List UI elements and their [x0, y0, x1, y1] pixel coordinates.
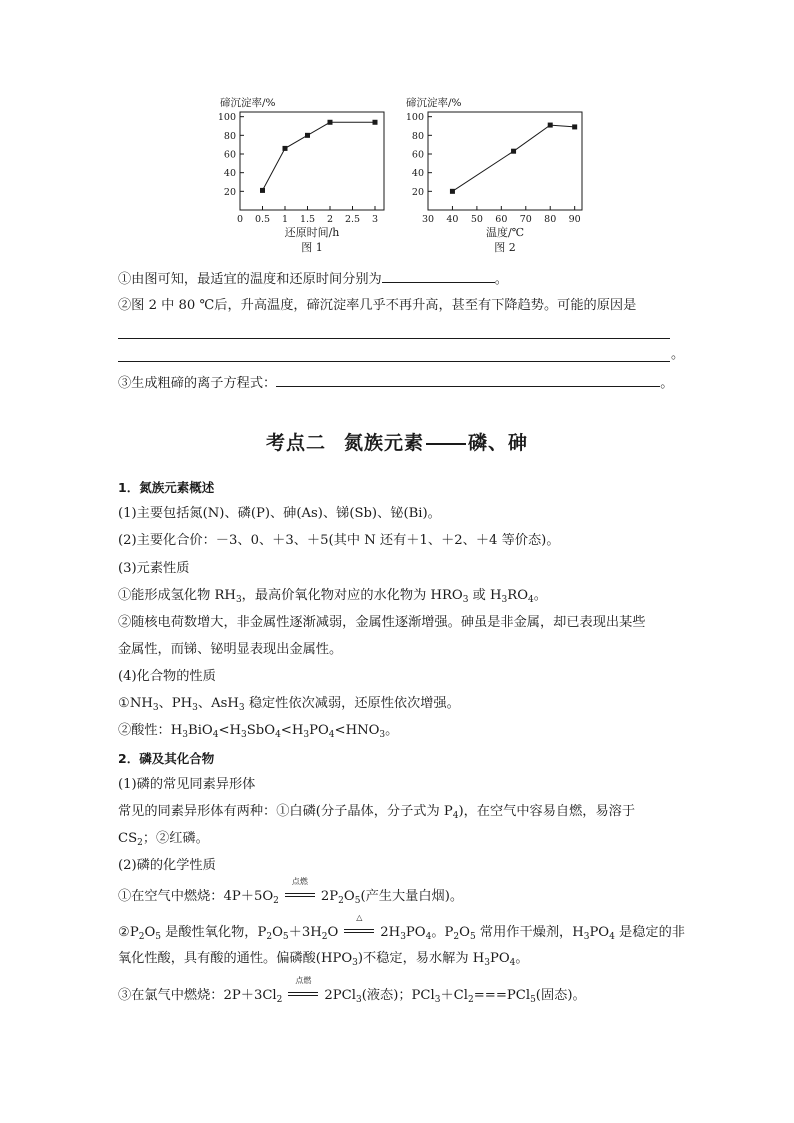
question-1-text: ①由图可知，最适宜的温度和还原时间分别为 [118, 272, 382, 287]
content-line-10b: $CS_2$；②红磷。 [118, 831, 209, 848]
content-line-8: ②酸性：$H_3BiO_4<H_3SbO_4<H_3PO_4<HNO_3$。 [118, 723, 399, 740]
chart-fig1-ytick-label: 40 [223, 168, 236, 180]
content-line-4: ②随核电荷数增大，非金属性逐渐减弱，金属性逐渐增强。砷虽是非金属，却已表现出某些 [118, 615, 646, 630]
content-line-11: (2)磷的化学性质 [118, 858, 216, 873]
chart-fig1 [212, 92, 392, 262]
content-line-4a: ①能形成氢化物 $RH_3$，最高价氧化物对应的水化物为 $HRO_3$ 或 $H_3RO_4$。 [118, 588, 547, 605]
chart-fig1-xtick-label: 0.5 [254, 214, 271, 225]
chart-fig1-xtick-label: 0 [236, 214, 244, 225]
question-2-text: ②图 2 中 80 ℃后，升高温度，碲沉淀率几乎不再升高，甚至有下降趋势。可能的原因是 [118, 298, 637, 313]
chart-fig2 [400, 92, 590, 262]
chart-fig2-frame [428, 112, 582, 210]
answer-blank-3[interactable] [276, 373, 660, 387]
chart-fig2-xtick-label: 40 [446, 214, 459, 225]
reaction-condition-ignite-2: 点燃 [288, 985, 318, 999]
chart-fig2-xtick-label: 60 [495, 214, 508, 225]
chart-fig2-point [548, 123, 553, 128]
chart-fig2-xtick-label: 50 [470, 214, 483, 225]
content-line-13b: 氧化性酸，具有酸的通性。偏磷酸$(HPO_3)$不稳定，易水解为 $H_3PO_4$。 [118, 951, 529, 968]
chart-fig2-point [572, 124, 577, 129]
heading-part-a: 考点二 [265, 432, 326, 454]
content-line-1: (1)主要包括氮(N)、磷(P)、砷(As)、锑(Sb)、铋(Bi)。 [118, 506, 441, 521]
answer-blank-1[interactable] [382, 269, 495, 283]
heading-part-c: 磷、砷 [468, 432, 529, 454]
content-line-13a: $②P_2O_5$ 是酸性氧化物，$P_2O_5+3H_2O$ △ $2H_3PO_4$。$P_2O_5$ 常用作干燥剂，$H_3PO_4$ 是稳定的非 [118, 913, 685, 942]
question-3-text: ③生成粗碲的离子方程式： [118, 376, 277, 391]
content-line-3: (3)元素性质 [118, 561, 190, 576]
content-line-7: $①NH_3$、$PH_3$、AsH$_3$ 稳定性依次减弱，还原性依次增强。 [118, 696, 460, 713]
chart-fig2-xtick-label: 90 [568, 214, 581, 225]
content-line-6: (4)化合物的性质 [118, 669, 216, 684]
answer-line-2a[interactable] [118, 338, 670, 339]
chart-fig2-ytick-label: 40 [411, 168, 424, 180]
content-line-9: (1)磷的常见同素异形体 [118, 777, 256, 792]
question-3-end: 。 [660, 376, 674, 391]
subsection-1-title: 1．氮族元素概述 [118, 480, 215, 495]
content-line-5: 金属性，而锑、铋明显表现出金属性。 [118, 642, 343, 657]
question-1-end: 。 [494, 272, 508, 287]
section-heading [0, 428, 794, 455]
chart-fig2-ytick-label: 80 [411, 130, 424, 142]
chart-fig1-point [373, 120, 378, 125]
question-2-end: 。 [671, 347, 685, 362]
chart-fig1-xtick-label: 1 [281, 214, 289, 225]
chart-fig2-ylabel: 碲沉淀率/% [406, 97, 462, 109]
subsection-2-title: 2．磷及其化合物 [118, 751, 215, 766]
question-1 [118, 269, 508, 289]
chart-fig1-ytick-label: 20 [223, 186, 236, 198]
heading-dash [426, 443, 466, 445]
chart-fig2-title: 图 2 [494, 241, 516, 254]
reaction-condition-ignite-1: 点燃 [285, 886, 315, 900]
chart-fig2-ytick-label: 60 [411, 149, 424, 161]
chart-fig1-point [305, 133, 310, 138]
chart-fig2-plot [406, 112, 582, 254]
heading-part-b: 氮族元素 [343, 432, 424, 454]
chart-fig1-title: 图 1 [301, 241, 323, 254]
question-2 [118, 297, 636, 315]
chart-fig1-series-line [263, 122, 376, 190]
chart-fig1-plot [218, 112, 384, 254]
chart-fig2-point [511, 149, 516, 154]
content-line-14: ③在氯气中燃烧：$2P+3Cl_2$ 点燃 2PCl$_3$(液态)；$PCl_3+Cl_2===PCl_5$(固态)。 [118, 976, 586, 1005]
chart-fig1-point [283, 146, 288, 151]
chart-fig1-ytick-label: 80 [223, 130, 236, 142]
chart-fig2-ytick-label: 100 [405, 112, 424, 124]
question-3 [118, 373, 673, 393]
chart-fig2-point [450, 189, 455, 194]
chart-fig1-ytick-label: 60 [223, 149, 236, 161]
chart-fig1-xtick-label: 2.5 [344, 214, 361, 225]
chart-fig1-xtick-label: 1.5 [299, 214, 316, 225]
chart-fig2-ytick-label: 20 [411, 186, 424, 198]
chart-fig2-xtick-label: 30 [421, 214, 435, 225]
chart-fig1-xtick-label: 2 [326, 214, 334, 225]
chart-fig2-svg [400, 92, 590, 262]
chart-fig2-xtick-label: 70 [519, 214, 532, 225]
content-line-10a: 常见的同素异形体有两种：①白磷(分子晶体，分子式为 $P_4$)，在空气中容易自燃，易溶于 [118, 804, 636, 821]
chart-fig2-xtick-label: 80 [544, 214, 557, 225]
content-line-2: (2)主要化合价：－3、0、＋3、＋5(其中 N 还有＋1、＋2、＋4 等价态)。 [118, 533, 560, 548]
answer-line-2b[interactable] [118, 361, 670, 362]
content-line-12: ①在空气中燃烧：$4P+5O_2$ 点燃 $2P_2O_5$(产生大量白烟)。 [118, 877, 464, 906]
chart-fig1-svg [212, 92, 392, 262]
chart-fig1-point [260, 188, 265, 193]
chart-fig1-xlabel: 还原时间/h [284, 226, 340, 239]
chart-fig2-series-line [452, 125, 574, 191]
chart-fig1-xtick-label: 3 [371, 214, 379, 225]
chart-fig1-frame [240, 112, 384, 210]
chart-fig1-ylabel: 碲沉淀率/% [220, 97, 276, 109]
chart-fig2-xlabel: 温度/℃ [485, 226, 525, 239]
reaction-condition-heat: △ [344, 922, 374, 936]
chart-fig1-ytick-label: 100 [217, 112, 236, 124]
chart-fig1-point [328, 120, 333, 125]
